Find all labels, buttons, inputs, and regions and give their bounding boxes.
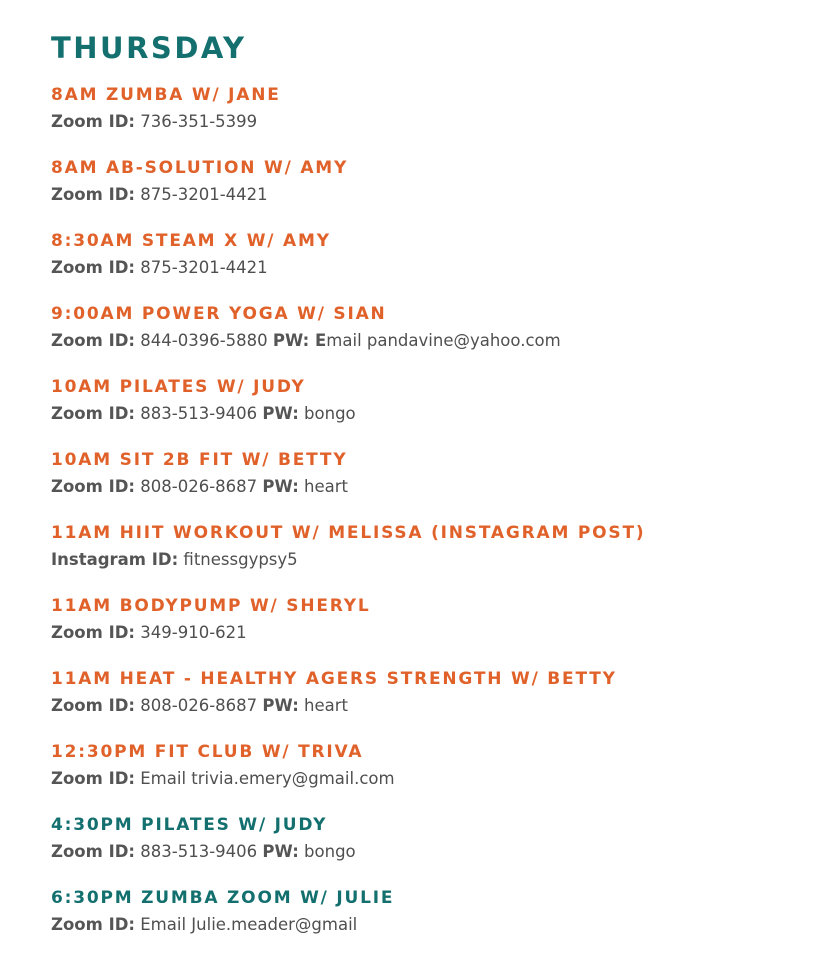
password-value: mail pandavine@yahoo.com [326,331,561,350]
class-item [51,448,811,499]
password-value: heart [298,477,349,496]
instagram-id-value: fitnessgypsy5 [178,550,298,569]
id-value: Email trivia.emery@gmail.com [135,769,395,788]
class-access-info [51,694,811,718]
class-item [51,83,811,134]
class-access-info [51,548,811,572]
class-title: 11AM BODYPUMP W/ SHERYL [51,596,371,616]
class-title: 10AM SIT 2B FIT W/ BETTY [51,450,348,470]
class-title: 12:30PM FIT CLUB W/ TRIVA [51,742,364,762]
class-title: 10AM PILATES W/ JUDY [51,377,306,397]
class-item [51,886,811,937]
class-access-info [51,183,811,207]
class-item [51,667,811,718]
id-value: 808-026-8687 [135,696,263,715]
id-value: Email Julie.meader@gmail [135,915,358,934]
id-value: 736-351-5399 [135,112,258,131]
class-title: 9:00AM POWER YOGA W/ SIAN [51,304,387,324]
id-label: Zoom ID: [51,112,136,131]
class-item [51,594,811,645]
class-item [51,302,811,353]
id-value: 875-3201-4421 [135,185,268,204]
password-label: PW: [262,477,299,496]
password-value: bongo [298,842,356,861]
class-access-info [51,767,811,791]
class-item [51,229,811,280]
class-access-info [51,110,811,134]
id-label: Zoom ID: [51,477,136,496]
password-value: heart [298,696,349,715]
id-label: Zoom ID: [51,258,136,277]
class-access-info [51,329,811,353]
class-item [51,740,811,791]
class-title: 8AM AB-SOLUTION W/ AMY [51,158,349,178]
class-access-info [51,621,811,645]
class-title: 4:30PM PILATES W/ JUDY [51,815,328,835]
class-title: 11AM HEAT - HEALTHY AGERS STRENGTH W/ BETTY [51,669,617,689]
id-value: 844-0396-5880 [135,331,273,350]
id-value: 883-513-9406 [135,404,263,423]
id-label: Zoom ID: [51,623,136,642]
class-access-info [51,402,811,426]
id-value: 883-513-9406 [135,842,263,861]
class-access-info [51,475,811,499]
class-item [51,521,811,572]
class-access-info [51,913,811,937]
password-value: bongo [298,404,356,423]
id-label: Zoom ID: [51,696,136,715]
id-label: Zoom ID: [51,331,136,350]
id-value: 349-910-621 [135,623,247,642]
class-schedule-list [51,83,811,937]
class-access-info [51,840,811,864]
id-label: Zoom ID: [51,404,136,423]
schedule-page [51,28,811,959]
class-title: 11AM HIIT WORKOUT W/ MELISSA (INSTAGRAM POST) [51,523,646,543]
class-title: 8AM ZUMBA W/ JANE [51,85,281,105]
instagram-id-label: Instagram ID: [51,550,179,569]
class-item [51,813,811,864]
id-label: Zoom ID: [51,842,136,861]
class-title: 8:30AM STEAM X W/ AMY [51,231,331,251]
password-label: PW: [262,696,299,715]
id-label: Zoom ID: [51,769,136,788]
class-access-info [51,256,811,280]
class-title: 6:30PM ZUMBA ZOOM W/ JULIE [51,888,395,908]
password-label: PW: [262,404,299,423]
class-item [51,375,811,426]
id-label: Zoom ID: [51,185,136,204]
password-label: PW: [262,842,299,861]
id-value: 808-026-8687 [135,477,263,496]
class-item [51,156,811,207]
id-label: Zoom ID: [51,915,136,934]
day-heading: THURSDAY [51,31,247,65]
password-label: PW: E [272,331,327,350]
id-value: 875-3201-4421 [135,258,268,277]
